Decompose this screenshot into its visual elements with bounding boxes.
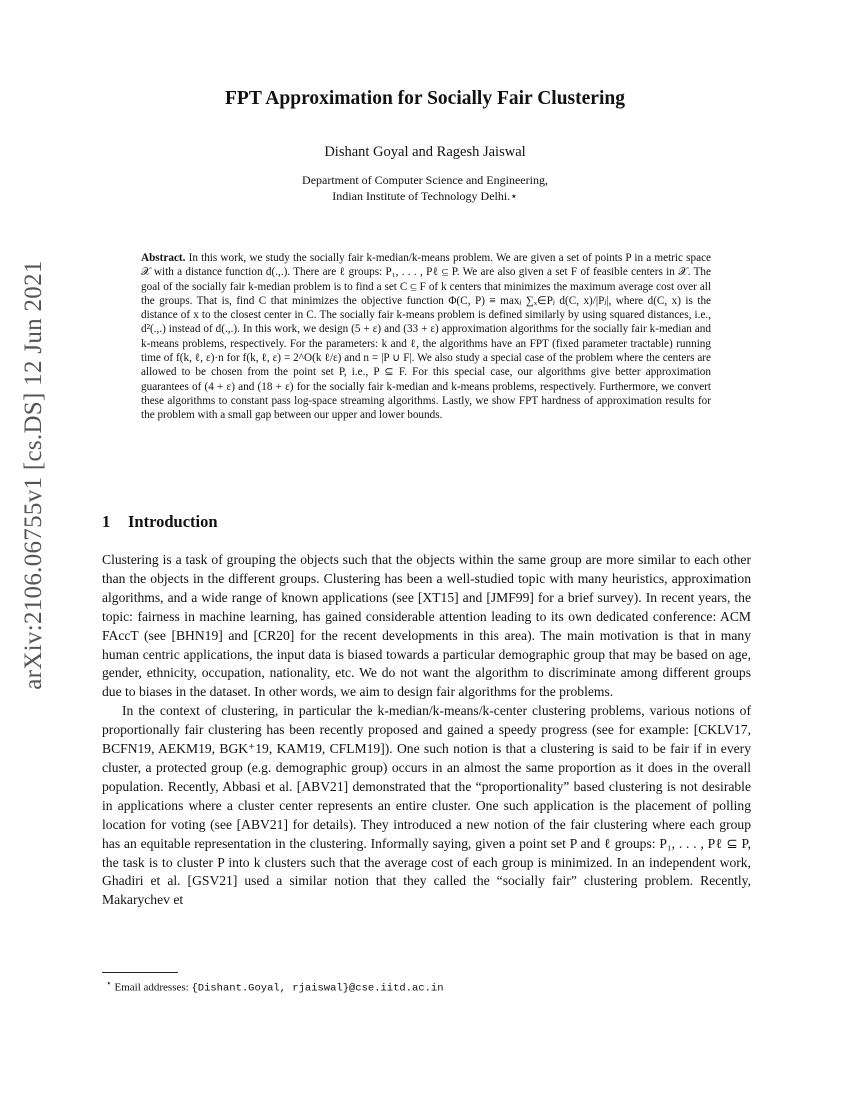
abstract [141, 251, 711, 423]
body-text [102, 551, 751, 910]
footnote-prefix: Email addresses: [114, 981, 192, 994]
paragraph: Clustering is a task of grouping the objects such that the objects within the same group are more similar to each other than the objects in the different groups. Clustering has been a well-studied topic with many heuristics, approximation algorithms, and a wide range of known applications (see [XT15] and [JMF99] for a brief survey). In recent years, the topic: fairness in machine learning, has gained considerable attention leading to its own dedicated conference: ACM FAccT (see [BHN19] and [CR20] for the recent developments in this area). The main motivation is that in many human centric applications, the input data is biased towards a particular demographic group that may be based on age, gender, ethnicity, occupation, nationality, etc. We do not want the algorithm to discriminate among different groups due to biases in the dataset. In other words, we aim to design fair algorithms for the problems. [102, 552, 751, 700]
section-heading [102, 512, 218, 532]
arxiv-id: arXiv:2106.06755v1 [cs.DS] 12 Jun 2021 [20, 260, 47, 690]
footnote-marker: ⋆ [106, 978, 112, 988]
paragraph: In the context of clustering, in particular the k-median/k-means/k-center clustering problems, various notions of proportionally fair clustering has been recently proposed and gained a speedy progress (see for example: [CKLV17, BCFN19, AEKM19, BGK⁺19, KAM19, CFLM19]). One such notion is that a clustering is said to be fair if in every cluster, a protected group (e.g. demographic group) occurs in an almost the same proportion as it does in the overall population. Recently, Abbasi et al. [ABV21] demonstrated that the “proportionality” based clustering is not desirable in applications where a cluster center represents an entire cluster. One such application is the placement of polling location for voting (see [ABV21] for details). They introduced a new notion of the fair clustering where each group has an equitable representation in the clustering. Informally saying, given a point set P and ℓ groups: P₁, . . . , Pℓ ⊆ P, the task is to cluster P into k clusters such that the average cost of each group is minimized. In an independent work, Ghadiri et al. [GSV21] used a similar notion that they called the “socially fair” clustering problem. Recently, Makarychev et [102, 703, 751, 908]
footnote [106, 978, 444, 995]
arxiv-sidebar-stamp [12, 260, 56, 690]
footnote-emails: {Dishant.Goyal, rjaiswal}@cse.iitd.ac.in [191, 982, 444, 995]
affiliation-line-2: Indian Institute of Technology Delhi.⋆ [332, 189, 518, 203]
affiliation [0, 172, 850, 204]
section-number: 1 [102, 512, 111, 531]
paper-title: FPT Approximation for Socially Fair Clustering [225, 88, 625, 109]
abstract-text: In this work, we study the socially fair k-median/k-means problem. We are given a set of points P in a metric space 𝒳 with a distance function d(.,.). There are ℓ groups: P₁, . . . , Pℓ ⊆ P. We are also given a set F of feasible centers in 𝒳. The goal of the socially fair k-median problem is to find a set C ⊆ F of k centers that minimizes the maximum average cost over all the groups. That is, find C that minimizes the objective function Φ(C, P) ≡ maxⱼ ∑ₓ∈Pⱼ d(C, x)/|Pⱼ|, where d(C, x) is the distance of x to the closest center in C. The socially fair k-means problem is defined similarly by using squared distances, i.e., d²(.,.) instead of d(.,.). In this work, we design (5 + ε) and (33 + ε) approximation algorithms for the socially fair k-median and k-means problems, respectively. For the parameters: k and ℓ, the algorithms have an FPT (fixed parameter tractable) running time of f(k, ℓ, ε)·n for f(k, ℓ, ε) = 2^O(k ℓ/ε) and n = |P ∪ F|. We also study a special case of the problem where the centers are allowed to be chosen from the point set P, i.e., P ⊆ F. For this special case, our algorithms give better approximation guarantees of (4 + ε) and (18 + ε) for the socially fair k-median and k-means problems, respectively. Furthermore, we convert these algorithms to constant pass log-space streaming algorithms. Lastly, we show FPT hardness of approximation results for the problem with a small gap between our upper and lower bounds. [141, 252, 711, 422]
abstract-label: Abstract. [141, 252, 186, 264]
footnote-rule [102, 972, 178, 973]
section-title: Introduction [128, 512, 218, 531]
paper-authors: Dishant Goyal and Ragesh Jaiswal [324, 144, 526, 160]
affiliation-line-1: Department of Computer Science and Engineering, [302, 173, 548, 187]
